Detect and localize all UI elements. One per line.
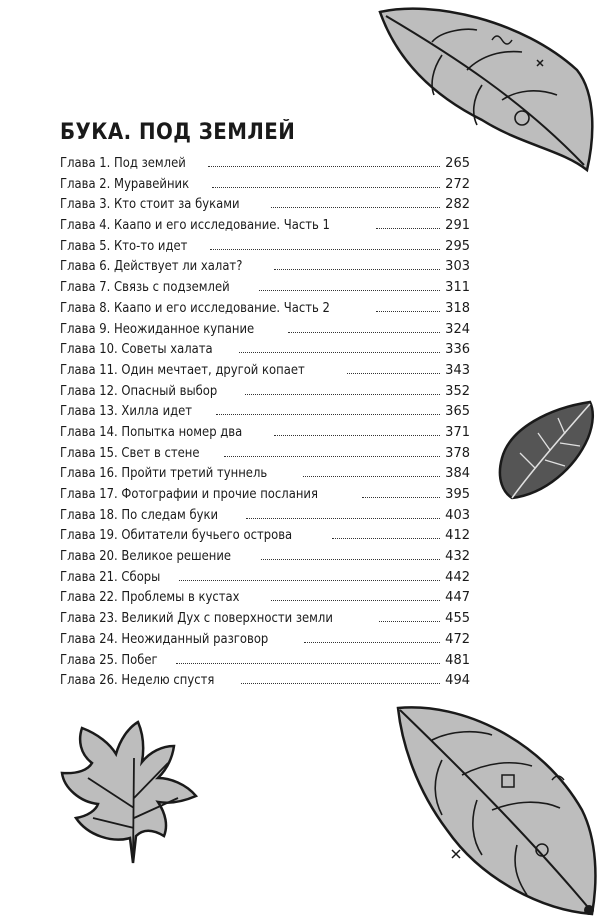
chapter-page: 472	[445, 631, 470, 647]
chapter-number: Глава 2.	[60, 175, 111, 192]
chapter-title: Муравейник	[114, 175, 190, 192]
chapter-title: Попытка номер два	[121, 423, 243, 440]
chapter-number: Глава 5.	[60, 237, 111, 254]
chapter-row	[60, 465, 470, 486]
chapter-title: Кто-то идет	[114, 237, 188, 254]
dot-leader	[246, 517, 440, 519]
chapter-label	[60, 507, 218, 523]
chapter-page: 336	[445, 342, 470, 358]
chapter-row	[60, 383, 470, 404]
chapter-label	[60, 196, 240, 212]
chapter-row	[60, 279, 470, 300]
chapter-row	[60, 589, 470, 610]
chapter-title: Каапо и его исследование. Часть 2	[114, 299, 330, 316]
chapter-number: Глава 1.	[60, 155, 111, 171]
dot-leader	[288, 331, 440, 333]
chapter-page: 384	[445, 466, 470, 482]
chapter-row	[60, 155, 470, 176]
chapter-page: 412	[445, 528, 470, 544]
chapter-label	[60, 176, 189, 192]
chapter-page: 324	[445, 321, 470, 337]
chapter-page: 295	[445, 238, 470, 254]
chapter-row	[60, 569, 470, 590]
leaf-bottom-left-icon	[58, 718, 208, 866]
chapter-row	[60, 610, 470, 631]
chapter-row	[60, 217, 470, 238]
chapter-title: Один мечтает, другой копает	[121, 361, 305, 378]
chapter-page: 311	[445, 280, 470, 296]
chapter-label	[60, 155, 186, 171]
chapter-row	[60, 486, 470, 507]
chapter-title: Неожиданный разговор	[121, 630, 269, 647]
chapter-page: 442	[445, 569, 470, 585]
chapter-title: Неделю спустя	[121, 672, 215, 689]
chapter-row	[60, 341, 470, 362]
dot-leader	[376, 310, 440, 312]
chapter-row	[60, 176, 470, 197]
dot-leader	[303, 475, 440, 477]
chapter-label	[60, 279, 230, 295]
chapter-number: Глава 25.	[60, 651, 118, 668]
chapter-number: Глава 16.	[60, 465, 118, 482]
chapter-number: Глава 18.	[60, 506, 118, 523]
dot-leader	[176, 662, 440, 664]
chapter-label	[60, 424, 242, 440]
chapter-title: Каапо и его исследование. Часть 1	[114, 217, 330, 234]
chapter-title: По следам буки	[121, 506, 219, 523]
chapter-label	[60, 217, 330, 233]
chapter-page: 343	[445, 362, 470, 378]
chapter-title: Пройти третий туннель	[121, 465, 268, 482]
chapter-label	[60, 238, 187, 254]
dot-leader	[241, 682, 440, 684]
chapter-number: Глава 15.	[60, 444, 118, 461]
chapter-label	[60, 362, 305, 378]
chapter-number: Глава 23.	[60, 610, 118, 627]
chapter-page: 272	[445, 176, 470, 192]
dot-leader	[347, 372, 440, 374]
chapter-page: 282	[445, 197, 470, 213]
chapter-label	[60, 652, 158, 668]
chapter-label	[60, 486, 318, 502]
chapter-title: Связь с подземлей	[114, 279, 230, 296]
dot-leader	[332, 537, 440, 539]
dot-leader	[216, 413, 440, 415]
chapter-label	[60, 527, 292, 543]
dot-leader	[274, 434, 440, 436]
dot-leader	[208, 165, 440, 167]
chapter-title: Советы халата	[121, 341, 213, 358]
chapter-page: 371	[445, 424, 470, 440]
chapter-title: Хилла идет	[121, 403, 193, 420]
chapter-row	[60, 445, 470, 466]
dot-leader	[379, 620, 440, 622]
dot-leader	[261, 558, 440, 560]
chapter-number: Глава 19.	[60, 527, 118, 544]
chapter-page: 378	[445, 445, 470, 461]
chapter-number: Глава 26.	[60, 672, 118, 689]
dot-leader	[210, 248, 440, 250]
chapter-label	[60, 383, 217, 399]
dot-leader	[304, 641, 440, 643]
chapter-number: Глава 24.	[60, 630, 118, 647]
chapter-page: 403	[445, 507, 470, 523]
chapter-number: Глава 21.	[60, 568, 118, 585]
dot-leader	[239, 351, 440, 353]
chapter-number: Глава 17.	[60, 486, 118, 502]
chapter-title: Под землей	[114, 155, 186, 171]
chapter-page: 318	[445, 300, 470, 316]
chapter-number: Глава 13.	[60, 403, 118, 420]
chapter-label	[60, 321, 254, 337]
chapter-title: Побег	[121, 651, 158, 668]
dot-leader	[271, 206, 440, 208]
chapter-page: 265	[445, 156, 470, 171]
chapter-number: Глава 6.	[60, 258, 111, 275]
chapter-label	[60, 300, 330, 316]
leaf-bottom-right-icon	[392, 700, 600, 916]
chapter-row	[60, 507, 470, 528]
chapter-title: Неожиданное купание	[114, 320, 255, 337]
chapter-page: 352	[445, 383, 470, 399]
chapter-page: 303	[445, 259, 470, 275]
chapter-page: 455	[445, 611, 470, 627]
chapter-title: Фотографии и прочие послания	[121, 486, 318, 502]
dot-leader	[362, 496, 440, 498]
chapter-page: 447	[445, 590, 470, 606]
chapter-label	[60, 610, 333, 626]
chapter-row	[60, 238, 470, 259]
chapter-row	[60, 652, 470, 673]
chapter-number: Глава 4.	[60, 217, 111, 234]
chapter-number: Глава 3.	[60, 196, 111, 213]
dot-leader	[245, 393, 440, 395]
chapter-number: Глава 22.	[60, 589, 118, 606]
chapter-label	[60, 548, 231, 564]
chapter-page: 365	[445, 404, 470, 420]
chapter-number: Глава 10.	[60, 341, 118, 358]
chapter-label	[60, 631, 268, 647]
chapter-title: Действует ли халат?	[114, 258, 243, 275]
chapter-page: 291	[445, 218, 470, 234]
chapter-title: Великое решение	[121, 548, 232, 565]
chapter-row	[60, 403, 470, 424]
chapter-number: Глава 9.	[60, 320, 111, 337]
chapter-row	[60, 527, 470, 548]
chapter-number: Глава 11.	[60, 361, 118, 378]
dot-leader	[271, 599, 440, 601]
dot-leader	[274, 268, 440, 270]
chapter-title: Проблемы в кустах	[121, 589, 240, 606]
chapter-title: Свет в стене	[121, 444, 200, 461]
leaf-middle-right-icon	[490, 398, 600, 502]
chapter-number: Глава 12.	[60, 382, 118, 399]
chapter-title: Сборы	[121, 568, 161, 585]
chapter-row	[60, 672, 470, 693]
chapter-number: Глава 20.	[60, 548, 118, 565]
chapter-title: Великий Дух с поверхности земли	[121, 610, 333, 627]
chapter-number: Глава 8.	[60, 299, 111, 316]
chapter-row	[60, 631, 470, 652]
dot-leader	[179, 579, 440, 581]
chapter-page: 432	[445, 549, 470, 565]
chapter-number: Глава 7.	[60, 279, 111, 296]
chapter-row	[60, 362, 470, 383]
chapter-label	[60, 258, 242, 274]
toc-title: БУКА. ПОД ЗЕМЛЕЙ	[60, 120, 296, 145]
chapter-row	[60, 258, 470, 279]
dot-leader	[212, 186, 440, 188]
dot-leader	[259, 289, 440, 291]
chapter-title: Опасный выбор	[121, 382, 218, 399]
chapter-row	[60, 321, 470, 342]
chapter-label	[60, 465, 267, 481]
chapter-page: 494	[445, 673, 470, 689]
chapter-row	[60, 300, 470, 321]
chapter-number: Глава 14.	[60, 423, 118, 440]
chapter-label	[60, 341, 213, 357]
chapter-list	[60, 155, 470, 693]
dot-leader	[376, 227, 440, 229]
chapter-row	[60, 424, 470, 445]
chapter-label	[60, 569, 160, 585]
chapter-label	[60, 445, 200, 461]
chapter-page: 481	[445, 652, 470, 668]
chapter-page: 395	[445, 487, 470, 502]
chapter-title: Кто стоит за буками	[114, 196, 240, 213]
table-of-contents	[60, 120, 470, 693]
chapter-label	[60, 589, 240, 605]
dot-leader	[224, 455, 440, 457]
chapter-label	[60, 672, 214, 688]
chapter-label	[60, 403, 192, 419]
chapter-row	[60, 548, 470, 569]
chapter-row	[60, 196, 470, 217]
chapter-title: Обитатели бучьего острова	[121, 527, 293, 544]
